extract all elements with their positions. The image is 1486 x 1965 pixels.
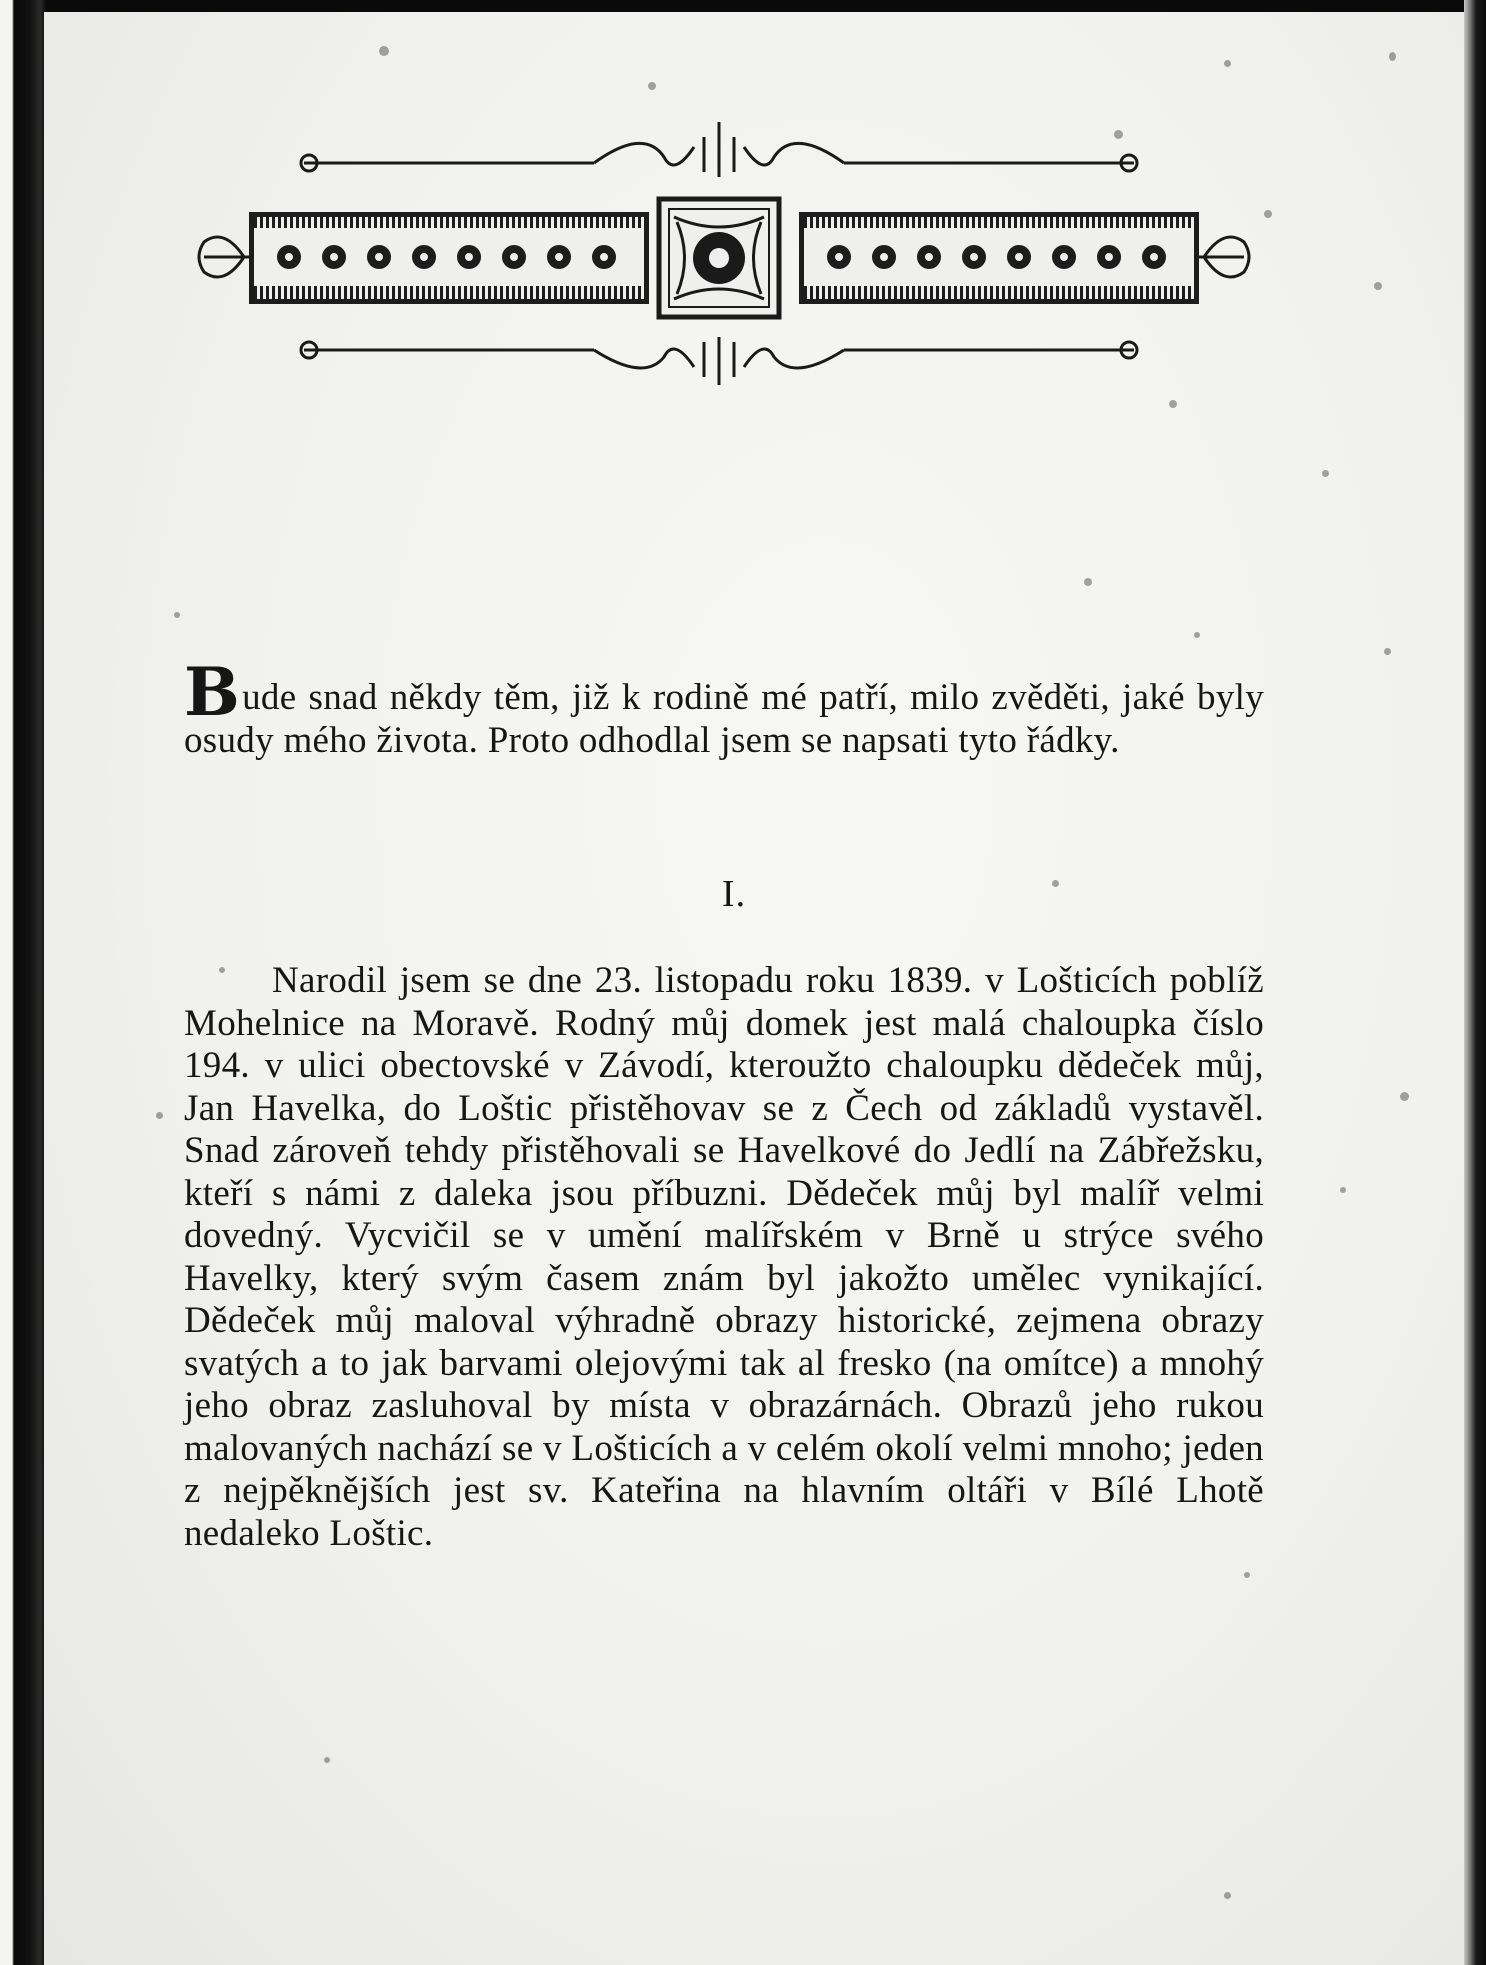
intro-paragraph (184, 653, 1264, 762)
paper-speck (156, 1112, 163, 1119)
paper-speck (1224, 1892, 1231, 1899)
paper-speck (1194, 632, 1200, 638)
paper-speck (1084, 578, 1092, 586)
paper-speck (1384, 648, 1391, 655)
paper-speck (174, 612, 180, 618)
paper-speck (1169, 400, 1177, 408)
scan-left-binding-edge (0, 0, 46, 1965)
scan-right-border (1464, 0, 1486, 1965)
chapter-body (184, 960, 1264, 1555)
paper-speck (324, 1757, 330, 1763)
body-paragraph: Narodil jsem se dne 23. listopadu roku 1839. v Lošticích poblíž Mohelnice na Moravě. Rodný můj domek jest malá chaloupka číslo 194. v ulici obectovské v Závodí, kteroužto chaloupku dědeček můj, Jan Havelka, do Loštic přistěhovav se z Čech od základů vystavěl. Snad zároveň tehdy přistěhovali se Havelkové do Jedlí na Zábřežsku, kteří s námi z daleka jsou příbuzni. Dědeček můj byl malíř velmi dovedný. Vycvičil se v umění malířském v Brně u strýce svého Havelky, který svým časem znám byl jakožto umělec vynikající. Dědeček můj maloval výhradně obrazy historické, zejmena obrazy svatých a to jak barvami olejovými tak al fresko (na omítce) a mnohý jeho obraz zasluhoval by místa v obrazárnách. Obrazů jeho rukou malovaných nachází se v Lošticích a v celém okolí velmi mnoho; jeden z nejpěknějších jest sv. Kateřina na hlavním oltáři v Bílé Lhotě nedaleko Loštic. (184, 960, 1264, 1554)
paper-speck (379, 46, 389, 56)
paper-speck (1340, 1187, 1346, 1193)
paper-speck (648, 82, 656, 90)
headpiece-ornament-icon (194, 117, 1254, 387)
paper-speck (1389, 52, 1396, 61)
paper-speck (1244, 1572, 1250, 1578)
drop-cap: B (184, 653, 241, 731)
paper-speck (1374, 282, 1382, 290)
intro-text: ude snad někdy těm, již k rodině mé patří, milo zvěděti, jaké byly osudy mého života. Proto odhodlal jsem se napsati tyto řádky. (184, 677, 1264, 761)
paper-speck (1322, 470, 1329, 477)
chapter-number: I. (721, 873, 747, 915)
book-page (44, 12, 1464, 1965)
paper-speck (1224, 60, 1231, 67)
paper-speck (1400, 1092, 1409, 1101)
paper-speck (1264, 210, 1272, 218)
